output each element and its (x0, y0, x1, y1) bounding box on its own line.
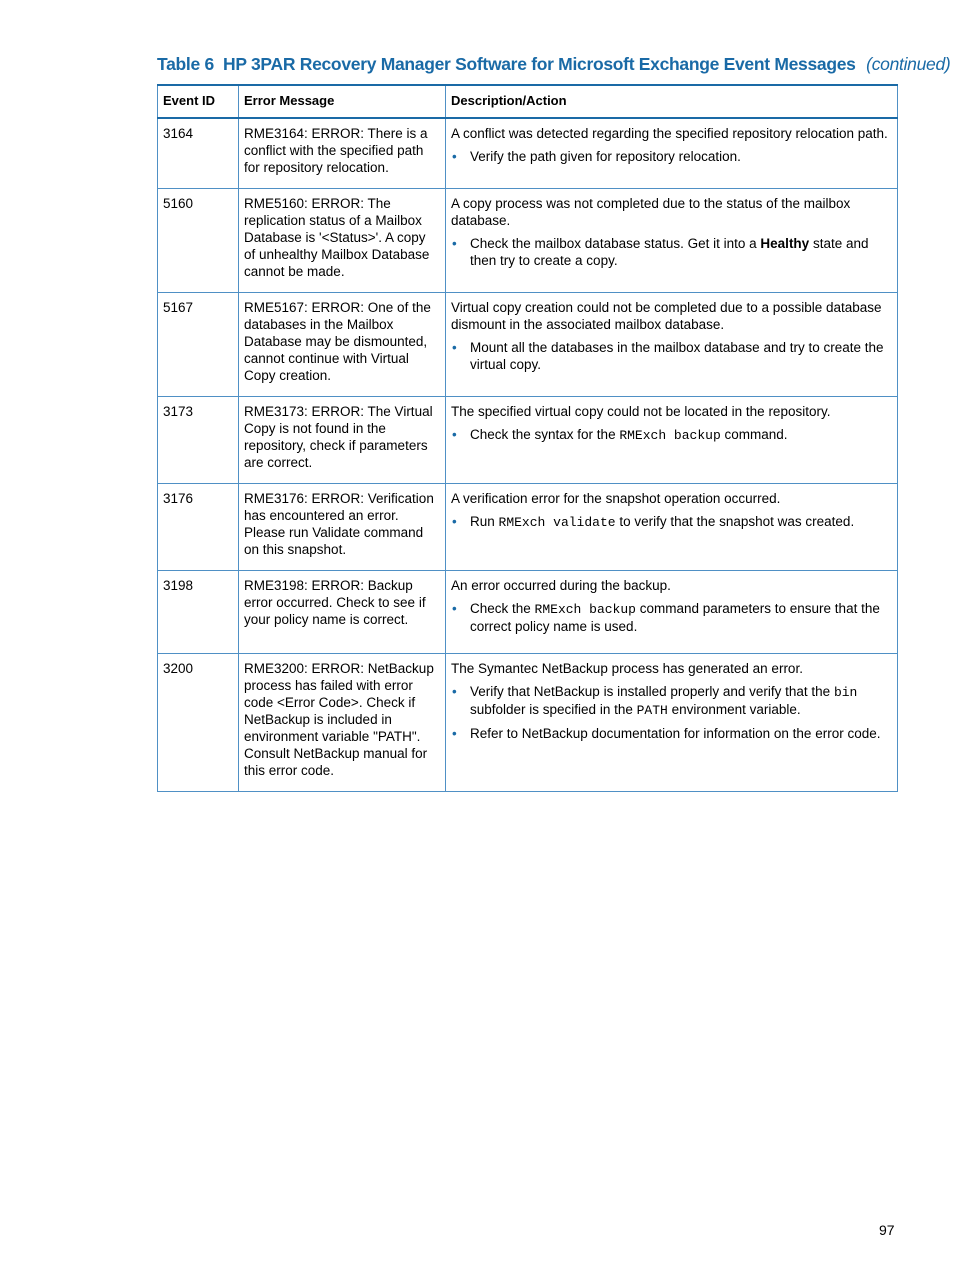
action-item (451, 725, 892, 742)
action-list (451, 513, 892, 531)
command-text: bin (833, 685, 858, 700)
description-cell (446, 571, 898, 654)
error-message-cell: RME5160: ERROR: The replication status of a Mailbox Database is '<Status>'. A copy of unhealthy Mailbox Database cannot be made. (239, 189, 446, 293)
event-id-cell: 3198 (158, 571, 239, 654)
action-item (451, 683, 892, 719)
action-list (451, 600, 892, 635)
action-list (451, 235, 892, 269)
page-number: 97 (879, 1222, 895, 1238)
description-text: The Symantec NetBackup process has generated an error. (451, 661, 803, 676)
action-item (451, 148, 892, 165)
action-text: Refer to NetBackup documentation for information on the error code. (470, 726, 881, 741)
command-text: RMExch validate (498, 515, 616, 530)
description-cell (446, 293, 898, 397)
action-text: to verify that the snapshot was created. (615, 514, 855, 529)
action-text: command parameters to ensure that the correct policy name is used. (470, 601, 880, 634)
description-cell (446, 654, 898, 792)
description-text: The specified virtual copy could not be located in the repository. (451, 404, 831, 419)
action-text: Check the syntax for the (470, 427, 620, 442)
action-list (451, 339, 892, 373)
table-row (158, 189, 898, 293)
table-row (158, 654, 898, 792)
error-message-cell: RME5167: ERROR: One of the databases in the Mailbox Database may be dismounted, cannot continue with Virtual Copy creation. (239, 293, 446, 397)
description-text: An error occurred during the backup. (451, 578, 671, 593)
description-cell (446, 189, 898, 293)
action-text: command. (720, 427, 788, 442)
header-event-id: Event ID (158, 85, 239, 118)
event-id-cell: 5167 (158, 293, 239, 397)
event-messages-table (157, 84, 898, 792)
header-description-action: Description/Action (446, 85, 898, 118)
action-text: Check the mailbox database status. Get it into a (470, 236, 761, 251)
table-row (158, 118, 898, 189)
action-list (451, 148, 892, 165)
table-row (158, 293, 898, 397)
continued-note: (continued) (866, 54, 951, 74)
description-cell (446, 484, 898, 571)
table-row (158, 397, 898, 484)
command-text: PATH (636, 703, 668, 718)
table-row (158, 571, 898, 654)
action-item (451, 513, 892, 531)
description-text: A conflict was detected regarding the specified repository relocation path. (451, 126, 888, 141)
action-text: state and then try to create a copy. (470, 236, 869, 268)
table-caption (157, 54, 951, 75)
table-label: Table 6 (157, 54, 214, 74)
event-id-cell: 3176 (158, 484, 239, 571)
description-text: A copy process was not completed due to the status of the mailbox database. (451, 196, 851, 228)
error-message-cell: RME3164: ERROR: There is a conflict with the specified path for repository relocation. (239, 118, 446, 189)
error-message-cell: RME3173: ERROR: The Virtual Copy is not found in the repository, check if parameters are correct. (239, 397, 446, 484)
action-text: Check the (470, 601, 535, 616)
event-id-cell: 3200 (158, 654, 239, 792)
table-header-row (158, 85, 898, 118)
header-error-message: Error Message (239, 85, 446, 118)
description-text: Virtual copy creation could not be completed due to a possible database dismount in the associated mailbox database. (451, 300, 882, 332)
emphasis-text: Healthy (760, 236, 810, 251)
error-message-cell: RME3176: ERROR: Verification has encountered an error. Please run Validate command on this snapshot. (239, 484, 446, 571)
action-item (451, 426, 892, 444)
action-text: Run (470, 514, 499, 529)
error-message-cell: RME3200: ERROR: NetBackup process has failed with error code <Error Code>. Check if NetBackup is included in environment variable "PATH". Consult NetBackup manual for this error code. (239, 654, 446, 792)
table-row (158, 484, 898, 571)
event-id-cell: 3173 (158, 397, 239, 484)
command-text: RMExch backup (534, 602, 636, 617)
description-cell (446, 397, 898, 484)
action-text: Verify the path given for repository relocation. (470, 149, 741, 164)
description-cell (446, 118, 898, 189)
error-message-cell: RME3198: ERROR: Backup error occurred. Check to see if your policy name is correct. (239, 571, 446, 654)
action-list (451, 683, 892, 742)
action-text: environment variable. (667, 702, 801, 717)
table-title: HP 3PAR Recovery Manager Software for Microsoft Exchange Event Messages (223, 54, 856, 74)
action-list (451, 426, 892, 444)
description-text: A verification error for the snapshot operation occurred. (451, 491, 781, 506)
action-item (451, 235, 892, 269)
action-text: Mount all the databases in the mailbox database and try to create the virtual copy. (470, 340, 884, 372)
event-id-cell: 5160 (158, 189, 239, 293)
event-id-cell: 3164 (158, 118, 239, 189)
action-item (451, 339, 892, 373)
action-text: Verify that NetBackup is installed properly and verify that the (470, 684, 834, 699)
command-text: RMExch backup (619, 428, 721, 443)
action-item (451, 600, 892, 635)
action-text: subfolder is specified in the (470, 702, 637, 717)
